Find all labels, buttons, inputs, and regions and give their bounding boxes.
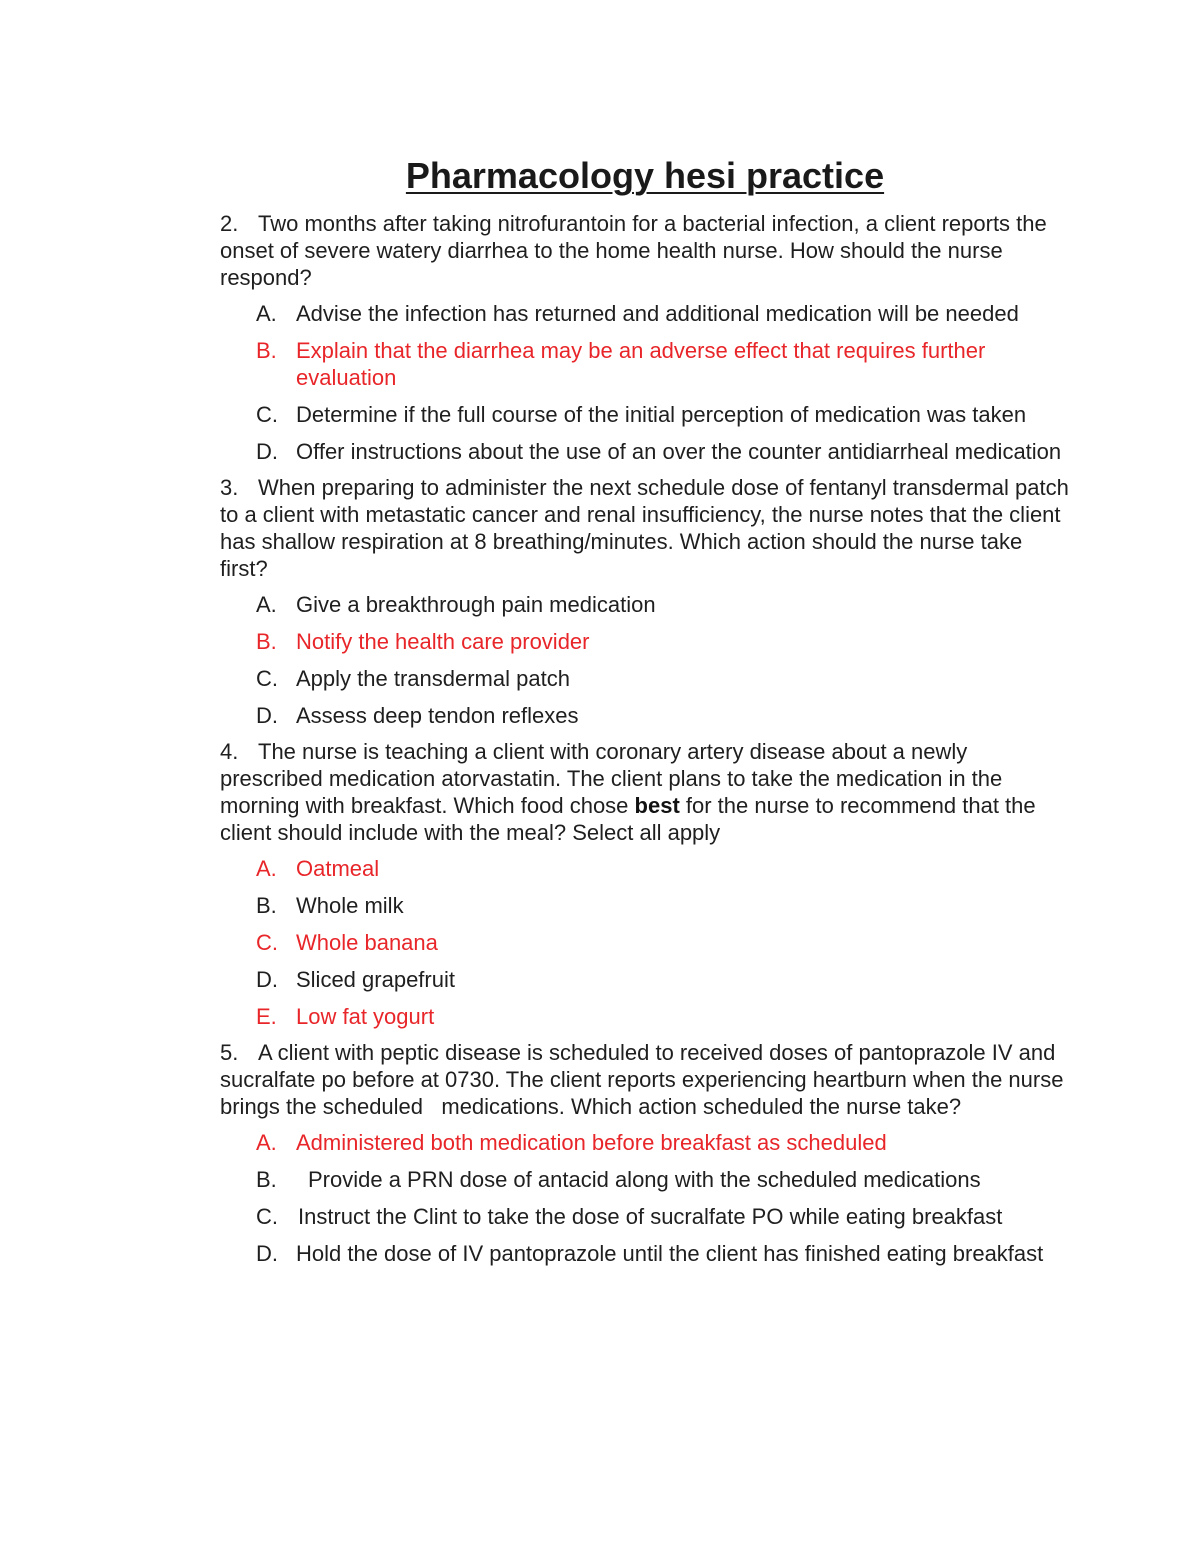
answer-option [256, 1166, 1070, 1193]
answer-options-q3 [220, 591, 1070, 729]
option-letter: D. [256, 703, 278, 728]
answer-options-q5 [220, 1129, 1070, 1267]
question-4 [220, 738, 1070, 846]
option-letter: B. [256, 629, 277, 654]
answer-option [256, 1240, 1070, 1267]
question-number: 2. [220, 211, 239, 236]
question-text: A client with peptic disease is scheduled to received doses of pantoprazole IV and sucralfate po before at 0730. The client reports experiencing heartburn when the nurse brings the scheduled medications. Which action scheduled the nurse take? [220, 1040, 1070, 1119]
option-letter: A. [256, 856, 277, 881]
answer-options-q4 [220, 855, 1070, 1030]
question-number: 5. [220, 1040, 239, 1065]
option-letter: C. [256, 402, 278, 427]
question-number: 4. [220, 739, 239, 764]
question-2 [220, 210, 1070, 291]
option-letter: C. [256, 666, 278, 691]
option-text: Whole milk [296, 893, 404, 918]
option-text: Give a breakthrough pain medication [296, 592, 656, 617]
option-text: Explain that the diarrhea may be an adverse effect that requires further evaluation [296, 338, 986, 390]
option-text: Sliced grapefruit [296, 967, 455, 992]
answer-option [256, 401, 1070, 428]
answer-option [256, 591, 1070, 618]
answer-option-correct [256, 855, 1070, 882]
option-text: Offer instructions about the use of an over the counter antidiarrheal medication [296, 439, 1062, 464]
answer-option [256, 438, 1070, 465]
option-text: Oatmeal [296, 856, 380, 881]
option-letter: D. [256, 1241, 278, 1266]
question-text: When preparing to administer the next schedule dose of fentanyl transdermal patch to a client with metastatic cancer and renal insufficiency, the nurse notes that the client has shallow respiration at 8 breathing/minutes. Which action should the nurse take first? [220, 475, 1069, 581]
question-5 [220, 1039, 1070, 1120]
option-letter: A. [256, 1130, 277, 1155]
question-text-continued: for the nurse to recommend that the client should include with the meal? Select all apply [220, 793, 1036, 845]
option-text: Instruct the Clint to take the dose of sucralfate PO while eating breakfast [298, 1204, 1003, 1229]
question-3 [220, 474, 1070, 582]
option-letter: D. [256, 439, 278, 464]
document-page [220, 150, 1070, 1276]
question-text-emphasis: best [634, 793, 680, 818]
option-letter: A. [256, 301, 277, 326]
option-letter: C. [256, 930, 278, 955]
answer-option-correct [256, 337, 1070, 391]
answer-option [256, 300, 1070, 327]
option-letter: B. [256, 338, 277, 363]
option-text: Whole banana [296, 930, 438, 955]
question-text: The nurse is teaching a client with coronary artery disease about a newly prescribed medication atorvastatin. The client plans to take the medication in the morning with breakfast. Which food chose [220, 739, 1003, 818]
option-text: Notify the health care provider [296, 629, 590, 654]
option-letter: D. [256, 967, 278, 992]
answer-option-correct [256, 1003, 1070, 1030]
option-letter: A. [256, 592, 277, 617]
option-text: Determine if the full course of the initial perception of medication was taken [296, 402, 1027, 427]
question-number: 3. [220, 475, 239, 500]
option-letter: C. [256, 1204, 278, 1229]
answer-option [256, 665, 1070, 692]
option-text: Provide a PRN dose of antacid along with the scheduled medications [308, 1167, 981, 1192]
answer-options-q2 [220, 300, 1070, 465]
option-text: Hold the dose of IV pantoprazole until the client has finished eating breakfast [296, 1241, 1044, 1266]
option-text: Low fat yogurt [296, 1004, 435, 1029]
answer-option-correct [256, 1129, 1070, 1156]
option-letter: B. [256, 1167, 277, 1192]
document-title: Pharmacology hesi practice [405, 155, 885, 196]
option-text: Apply the transdermal patch [296, 666, 570, 691]
option-text: Assess deep tendon reflexes [296, 703, 579, 728]
answer-option-correct [256, 628, 1070, 655]
answer-option [256, 1203, 1070, 1230]
question-text: Two months after taking nitrofurantoin for a bacterial infection, a client reports the onset of severe watery diarrhea to the home health nurse. How should the nurse respond? [220, 211, 1047, 290]
option-text: Advise the infection has returned and additional medication will be needed [296, 301, 1019, 326]
option-letter: E. [256, 1004, 277, 1029]
answer-option-correct [256, 929, 1070, 956]
option-letter: B. [256, 893, 277, 918]
answer-option [256, 702, 1070, 729]
answer-option [256, 966, 1070, 993]
answer-option [256, 892, 1070, 919]
option-text: Administered both medication before breakfast as scheduled [296, 1130, 887, 1155]
